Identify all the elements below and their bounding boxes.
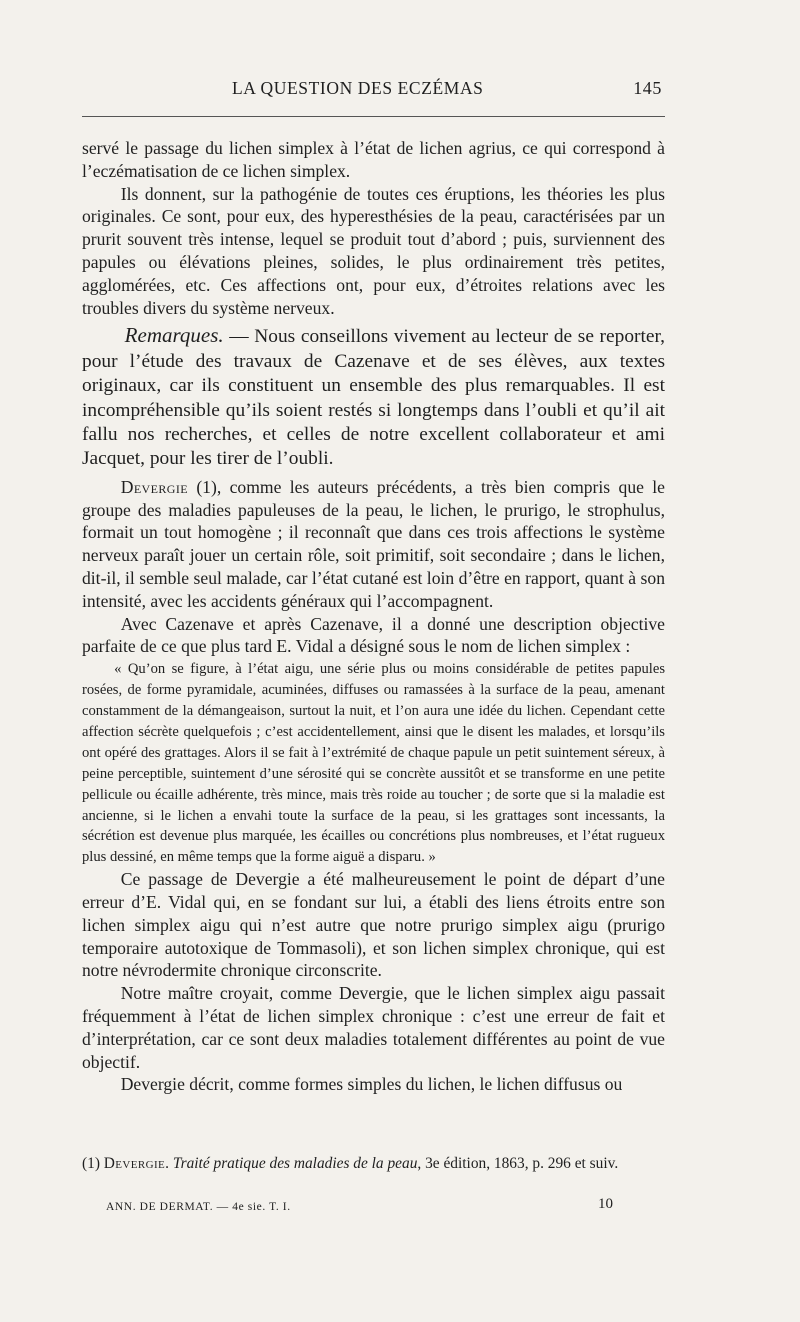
- footnote: [82, 1153, 665, 1174]
- paragraph-5: Avec Cazenave et après Cazenave, il a donné une description objective parfaite de ce que plus tard E. Vidal a désigné sous le nom de lichen simplex :: [82, 613, 665, 657]
- page-number: 145: [633, 78, 662, 98]
- paragraph-2: Ils donnent, sur la pathogénie de toutes ces éruptions, les théories les plus originales. Ce sont, pour eux, des hyperesthésies de la peau, caractérisées par un prurit souvent très intense, lequel se produit tout d’abord ; puis, surviennent des papules ou élévations pleines, solides, le plus ordinairement très petites, agglomérées, etc. Ces affections ont, pour eux, d’étroites relations avec les troubles divers du système nerveux.: [82, 183, 665, 318]
- paragraph-7: Notre maître croyait, comme Devergie, que le lichen simplex aigu passait fréquemment à l’état de lichen simplex chronique : c’est une erreur de fait et d’interprétation, car ce sont deux maladies totalement différentes au point de vue objectif.: [82, 983, 665, 1072]
- footnote-rest: , 3e édition, 1863, p. 296 et suiv.: [417, 1155, 619, 1172]
- paragraph-devergie: [82, 476, 665, 613]
- sheet-number: 10: [598, 1196, 613, 1212]
- paragraph-1: servé le passage du lichen simplex à l’état de lichen agrius, ce qui correspond à l’eczématisation de ce lichen simplex.: [82, 138, 665, 181]
- footnote-book-title: Traité pratique des maladies de la peau: [172, 1155, 418, 1172]
- remarques-text: — Nous conseillons vivement au lecteur de se reporter, pour l’étude des travaux de Cazenave et de ses élèves, aux textes originaux, car ils constituent un ensemble des plus remarquables. Il est incompréhensible qu’ils soient restés si longtemps dans l’oubli et qu’il ait fallu nos recherches, et celles de notre excellent collaborateur et ami Jacquet, pour les tirer de l’oubli.: [82, 326, 665, 470]
- paragraph-8: Devergie décrit, comme formes simples du lichen, le lichen diffusus ou: [120, 1074, 623, 1095]
- remarques-heading: Remarques.: [124, 323, 224, 348]
- paragraph-remarques: [82, 323, 665, 471]
- running-title: LA QUESTION DES ECZÉMAS: [232, 78, 484, 98]
- header-rule: [82, 116, 665, 117]
- block-quote: « Qu’on se figure, à l’état aigu, une série plus ou moins considérable de petites papules rosées, de forme pyramidale, acuminées, diffuses ou ramassées à la surface de la peau, amenant constamment de la démangeaison, surtout la nuit, et l’on aura une idée du lichen. Cependant cette affection sécrète quelquefois ; c’est accidentellement, ainsi que le disent les malades, et lorsqu’ils ont opéré des grattages. Alors il se fait à l’extrémité de chaque papule un petit suintement séreux, à peine perceptible, suintement d’une sérosité qui se concrète aussitôt et se transforme en une petite pellicule ou écaille adhérente, très mince, mais très roide au toucher ; de sorte que si la maladie est ancienne, si le lichen a envahi toute la surface de la peau, si les grattages sont incessants, la sécrétion est devenue plus marquée, les écailles ou concrétions plus nombreuses, et l’état rugueux plus dessiné, en même temps que la forme aiguë a disparu. »: [82, 661, 665, 866]
- footnote-marker: (1): [82, 1155, 104, 1172]
- devergie-text: (1), comme les auteurs précédents, a très bien compris que le groupe des maladies papuleuses de la peau, le lichen, le prurigo, le strophulus, formait un tout homogène ; il reconnaît que dans ces trois affections le système nerveux paraît jouer un certain rôle, soit primitif, soit secondaire ; dans le lichen, dit-il, il semble seul malade, car l’état cutané est loin d’être en rapport, quant à son intensité, avec les accidents généraux qui l’accompagnent.: [82, 476, 665, 611]
- sheet-signature: ANN. DE DERMAT. — 4e sie. T. I.: [106, 1201, 291, 1213]
- author-devergie: Devergie: [120, 476, 188, 497]
- footnote-author: Devergie: [103, 1155, 166, 1172]
- body-text: [82, 137, 665, 1096]
- footnote-separator: .: [165, 1155, 173, 1172]
- paragraph-6: Ce passage de Devergie a été malheureusement le point de départ d’une erreur d’E. Vidal qui, en se fondant sur lui, a établi des liens étroits entre son lichen simplex aigu qui n’est autre que notre prurigo simplex aigu (prurigo temporaire autotoxique de Tommasoli), et son lichen simplex chronique, qui est notre névrodermite chronique circonscrite.: [82, 869, 665, 981]
